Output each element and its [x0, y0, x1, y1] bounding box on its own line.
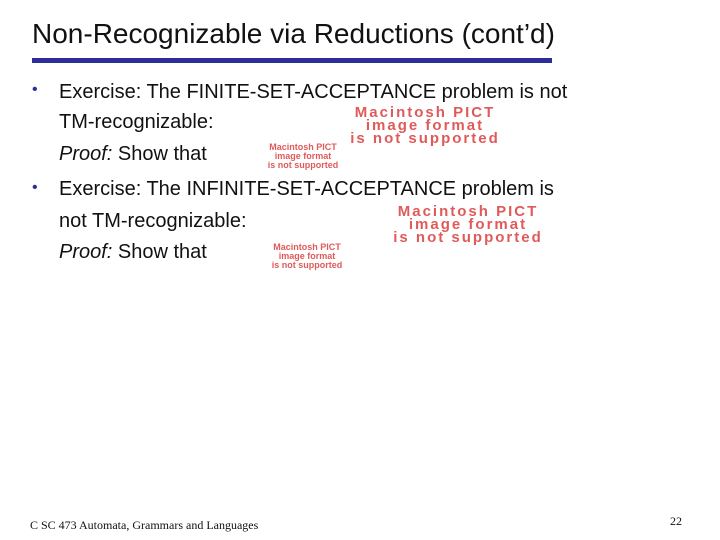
pict-placeholder-1: Macintosh PICT image format is not supported [350, 104, 500, 147]
bullet-2-line-2: not TM-recognizable: [59, 210, 247, 232]
proof-text: Show that [112, 143, 207, 165]
bullet-1-line-1: Exercise: The FINITE-SET-ACCEPTANCE problem is not [59, 81, 568, 103]
bullet-2-line-1: Exercise: The INFINITE-SET-ACCEPTANCE problem is [59, 178, 554, 200]
proof-label: Proof: [59, 241, 113, 263]
page-number: 22 [670, 514, 682, 528]
bullet-1-proof-line [59, 140, 207, 168]
title-underline [32, 58, 552, 63]
slide-title: Non-Recognizable via Reductions (cont’d) [32, 18, 555, 49]
proof-text: Show that [112, 241, 207, 263]
proof-label: Proof: [59, 143, 113, 165]
bullet-2-dot: • [32, 179, 38, 196]
bullet-1-line-2: TM-recognizable: [59, 111, 214, 133]
footer-course: C SC 473 Automata, Grammars and Languages [30, 518, 259, 532]
bullet-2-proof-line [59, 238, 207, 266]
pict-placeholder-2: Macintosh PICT image format is not supported [267, 142, 339, 170]
bullet-1-dot: • [32, 81, 38, 98]
pict-placeholder-4: Macintosh PICT image format is not supported [271, 242, 343, 270]
pict-placeholder-3: Macintosh PICT image format is not supported [393, 203, 543, 246]
